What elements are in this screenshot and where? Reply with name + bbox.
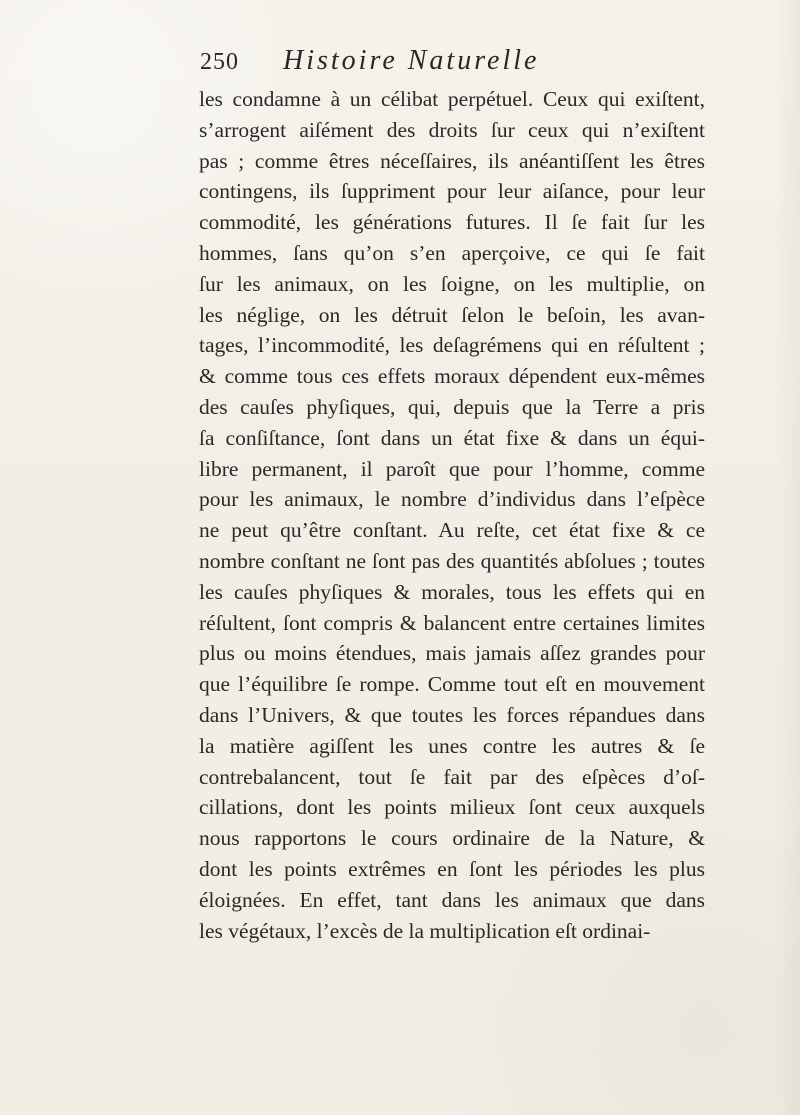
text-line: dans l’Univers, & que toutes les forces répandues dans	[199, 702, 705, 727]
text-line: les végétaux, l’excès de la multiplication eſt ordinai-	[199, 918, 651, 943]
text-line: les néglige, on les détruit ſelon le beſoin, les avan-	[199, 302, 705, 327]
text-line: ne peut qu’être conſtant. Au reſte, cet état fixe & ce	[199, 518, 705, 543]
text-line: tages, l’incommodité, les deſagrémens qui en réſultent ;	[199, 333, 705, 358]
text-line: ſur les animaux, on les ſoigne, on les multiplie, on	[199, 271, 705, 296]
text-line: contrebalancent, tout ſe fait par des eſpèces d’oſ-	[199, 764, 705, 789]
body-text	[199, 84, 705, 946]
text-line: dont les points extrêmes en ſont les périodes les plus	[199, 856, 705, 881]
running-title: Histoire Naturelle	[283, 45, 540, 76]
text-line: les cauſes phyſiques & morales, tous les effets qui en	[199, 579, 705, 604]
text-line: & comme tous ces effets moraux dépendent eux-mêmes	[199, 364, 705, 389]
text-line: plus ou moins étendues, mais jamais aſſez grandes pour	[199, 641, 705, 666]
text-line: nombre conſtant ne ſont pas des quantités abſolues ; toutes	[199, 548, 705, 573]
text-line: contingens, ils ſuppriment pour leur aiſance, pour leur	[199, 179, 705, 204]
text-line: que l’équilibre ſe rompe. Comme tout eſt en mouvement	[199, 672, 705, 697]
text-line: réſultent, ſont compris & balancent entre certaines limites	[199, 610, 705, 635]
text-line: pas ; comme êtres néceſſaires, ils anéantiſſent les êtres	[199, 148, 705, 173]
text-line: la matière agiſſent les unes contre les autres & ſe	[199, 733, 705, 758]
text-line: pour les animaux, le nombre d’individus dans l’eſpèce	[199, 487, 705, 512]
page-number: 250	[200, 49, 239, 75]
text-line: s’arrogent aiſément des droits ſur ceux qui n’exiſtent	[199, 117, 705, 142]
text-line: ſa conſiſtance, ſont dans un état fixe & dans un équi-	[199, 425, 705, 450]
text-line: cillations, dont les points milieux ſont ceux auxquels	[199, 795, 705, 820]
text-line: les condamne à un célibat perpétuel. Ceux qui exiſtent,	[199, 87, 705, 111]
text-line: commodité, les générations futures. Il ſe fait ſur les	[199, 210, 705, 235]
page-edge-shadow	[774, 0, 800, 1115]
text-line: hommes, ſans qu’on s’en aperçoive, ce qui ſe fait	[199, 240, 705, 265]
text-line: libre permanent, il paroît que pour l’homme, comme	[199, 456, 705, 481]
text-line: des cauſes phyſiques, qui, depuis que la Terre a pris	[199, 394, 705, 419]
text-line: éloignées. En effet, tant dans les animaux que dans	[199, 887, 705, 912]
text-line: nous rapportons le cours ordinaire de la Nature, &	[199, 826, 705, 851]
